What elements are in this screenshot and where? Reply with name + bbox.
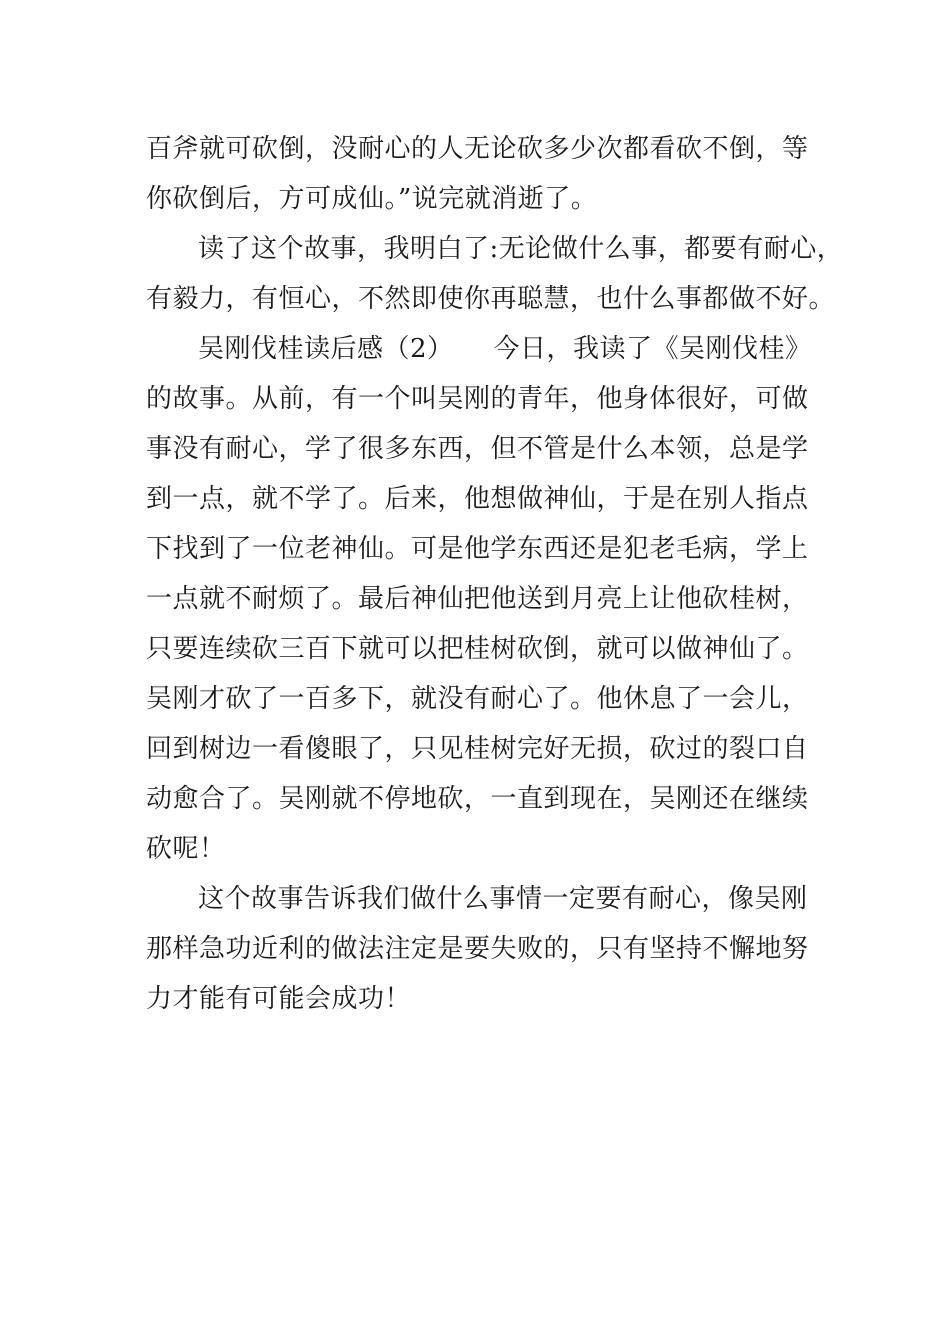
text-line: 你砍倒后，方可成仙。”说完就消逝了。 [146, 184, 598, 214]
text-line: 吴刚才砍了一百多下，就没有耐心了。他休息了一会儿， [146, 684, 809, 714]
text-line: 的故事。从前，有一个叫吴刚的青年，他身体很好，可做 [146, 384, 809, 414]
text-line: 力才能有可能会成功！ [146, 984, 412, 1014]
text-line: 只要连续砍三百下就可以把桂树砍倒，就可以做神仙了。 [146, 634, 809, 664]
text-line: 动愈合了。吴刚就不停地砍，一直到现在，吴刚还在继续 [146, 784, 809, 814]
text-line: 砍呢！ [146, 834, 226, 864]
text-line: 一点就不耐烦了。最后神仙把他送到月亮上让他砍桂树， [146, 584, 809, 614]
text-line: 下找到了一位老神仙。可是他学东西还是犯老毛病，学上 [146, 534, 809, 564]
text-line: 事没有耐心，学了很多东西，但不管是什么本领，总是学 [146, 434, 809, 464]
text-line: 有毅力，有恒心，不然即使你再聪慧，也什么事都做不好。 [146, 284, 836, 314]
text-line: 回到树边一看傻眼了，只见桂树完好无损，砍过的裂口自 [146, 734, 809, 764]
section-heading-line: 吴刚伐桂读后感（2） 今日，我读了《吴刚伐桂》 [198, 334, 812, 364]
paragraph-start-line: 这个故事告诉我们做什么事情一定要有耐心，像吴刚 [198, 884, 808, 914]
text-line: 那样急功近利的做法注定是要失败的，只有坚持不懈地努 [146, 934, 809, 964]
text-line: 到一点，就不学了。后来，他想做神仙，于是在别人指点 [146, 484, 809, 514]
text-line: 百斧就可砍倒，没耐心的人无论砍多少次都看砍不倒，等 [146, 134, 809, 164]
paragraph-start-line: 读了这个故事，我明白了:无论做什么事，都要有耐心， [198, 234, 844, 264]
